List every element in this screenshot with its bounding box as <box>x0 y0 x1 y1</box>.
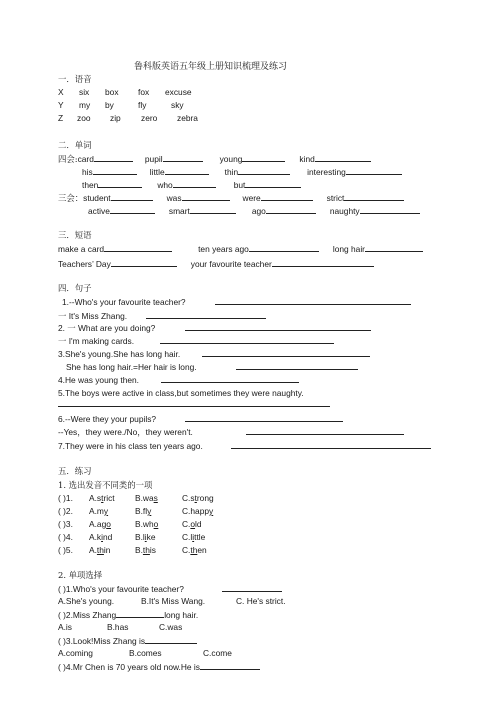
answer-blank[interactable] <box>58 398 330 407</box>
question-number[interactable]: ( )5. <box>58 545 73 555</box>
word: excuse <box>165 87 192 97</box>
answer-blank[interactable] <box>110 205 155 214</box>
underlined-letters: y <box>103 506 109 516</box>
option-c[interactable]: C.then <box>182 545 207 555</box>
answer-blank[interactable] <box>145 635 197 644</box>
option-a[interactable]: A.ago <box>89 519 111 529</box>
underlined-letters: th <box>142 545 150 555</box>
mcq-question <box>58 635 197 647</box>
sentence: 7.They were in his class ten years ago. <box>58 441 203 451</box>
word: kind <box>299 154 315 164</box>
word: my <box>79 100 91 110</box>
sentence: 1.--Who's your favourite teacher? <box>62 297 186 307</box>
underlined-letters: o <box>190 519 196 529</box>
vocab-line <box>58 153 371 165</box>
question-text: long hair. <box>164 610 199 620</box>
answer-blank[interactable] <box>242 153 285 162</box>
sentence: --Yes，they were./No，they weren't. <box>58 427 193 437</box>
answer-blank[interactable] <box>94 153 133 162</box>
phonics-row <box>58 113 198 124</box>
sentence: She has long hair.=Her hair is long. <box>66 362 197 372</box>
sentence: 5.The boys were active in class,but sometimes they were naughty. <box>58 388 304 398</box>
answer-blank[interactable] <box>266 205 316 214</box>
word: zoo <box>77 113 91 123</box>
sentence-line <box>58 426 404 438</box>
phonics-question <box>58 519 202 530</box>
answer-blank[interactable] <box>249 243 319 252</box>
answer-blank[interactable] <box>173 179 216 188</box>
option-c[interactable]: C.happy <box>182 506 214 516</box>
answer-blank[interactable] <box>111 192 153 201</box>
exercise-instruction: 2. 单项选择 <box>58 570 103 580</box>
word: interesting <box>307 167 346 177</box>
word: pupil <box>144 154 163 164</box>
mcq-options <box>58 596 286 607</box>
underlined-letters: s <box>153 493 158 503</box>
option[interactable]: B.has <box>107 622 129 632</box>
letter: Z <box>58 113 64 123</box>
question-text: ( )1.Who's your favourite teacher? <box>58 584 184 594</box>
answer-blank[interactable] <box>163 153 203 162</box>
answer-blank[interactable] <box>360 205 420 214</box>
answer-blank[interactable] <box>215 296 411 305</box>
option-b[interactable]: B.was <box>135 493 158 503</box>
word: young <box>219 154 243 164</box>
sentence-line <box>58 310 266 322</box>
option-c[interactable]: C.little <box>182 532 206 542</box>
option-c[interactable]: C.old <box>182 519 202 529</box>
letter: Y <box>58 100 64 110</box>
sentence-line <box>58 335 334 347</box>
answer-blank[interactable] <box>245 179 301 188</box>
underlined-letters: y <box>209 506 214 516</box>
mcq-options <box>58 648 232 659</box>
option[interactable]: A.coming <box>58 648 93 658</box>
word: card <box>77 154 94 164</box>
phrase: your favourite teacher <box>190 259 272 269</box>
answer-blank[interactable] <box>160 335 334 344</box>
answer-blank[interactable] <box>346 166 402 175</box>
sentence-line <box>58 440 431 452</box>
word: but <box>233 180 246 190</box>
sentence-line <box>58 398 330 410</box>
word: zero <box>141 113 158 123</box>
option-c[interactable]: C.strong <box>182 493 214 503</box>
option-b[interactable]: B.who <box>135 519 159 529</box>
mcq-options <box>58 622 182 633</box>
underlined-letters: o <box>106 519 111 529</box>
underlined-letters: i <box>101 532 103 542</box>
sentence-line <box>58 413 343 425</box>
phrase-line <box>58 243 423 255</box>
word: fox <box>138 87 150 97</box>
phonics-row <box>58 87 192 98</box>
question-text: ( )3.Look!Miss Zhang is <box>58 636 146 646</box>
underlined-letters: th <box>190 545 198 555</box>
section-1-heading: 一．语音 <box>58 74 92 84</box>
sentence: 3.She's young.She has long hair. <box>58 349 181 359</box>
question-number[interactable]: ( )2. <box>58 506 73 516</box>
word: smart <box>168 206 190 216</box>
option[interactable]: B.comes <box>129 648 162 658</box>
answer-blank[interactable] <box>222 583 282 592</box>
word: then <box>82 180 99 190</box>
letter: X <box>58 87 64 97</box>
vocab-line <box>82 166 402 178</box>
word: six <box>79 87 90 97</box>
option-a[interactable]: A.thin <box>89 545 111 555</box>
answer-blank[interactable] <box>236 361 358 370</box>
answer-blank[interactable] <box>202 348 370 357</box>
answer-blank[interactable] <box>104 243 172 252</box>
answer-blank[interactable] <box>190 205 236 214</box>
option[interactable]: C.come <box>203 648 232 658</box>
sentence: 一 I'm making cards. <box>58 336 135 346</box>
answer-blank[interactable] <box>344 192 404 201</box>
mcq-question <box>58 609 198 621</box>
question-text: ( )2.Miss Zhang <box>58 610 117 620</box>
section-5-heading: 五．练习 <box>58 466 92 476</box>
underlined-letters: i <box>144 532 147 542</box>
word: naughty <box>329 206 360 216</box>
option-b[interactable]: B.fly <box>135 506 152 516</box>
vocab-line <box>58 192 404 204</box>
answer-blank[interactable] <box>98 179 142 188</box>
question-number[interactable]: ( )4. <box>58 532 73 542</box>
word: little <box>149 167 165 177</box>
option[interactable]: B.It's Miss Wang. <box>141 596 206 606</box>
answer-blank[interactable] <box>231 440 431 449</box>
answer-blank[interactable] <box>272 258 374 267</box>
sentence: 2. 一 What are you doing? <box>58 323 156 333</box>
mcq-question <box>58 583 282 595</box>
answer-blank[interactable] <box>365 243 423 252</box>
answer-blank[interactable] <box>111 258 177 267</box>
sentence: 6.--Were they your pupils? <box>58 414 157 424</box>
option[interactable]: C. He's strict. <box>236 596 286 606</box>
answer-blank[interactable] <box>161 374 299 383</box>
answer-blank[interactable] <box>165 166 209 175</box>
phonics-question <box>58 545 207 556</box>
word: who <box>157 180 173 190</box>
question-text: ( )4.Mr Chen is 70 years old now.He is <box>58 662 200 672</box>
word: box <box>105 87 119 97</box>
vocab-level-label: 四会: <box>58 154 78 164</box>
vocab-level-label: 三会： <box>58 193 84 203</box>
sentence-line <box>58 348 370 360</box>
option-a[interactable]: A.my <box>89 506 109 516</box>
underlined-letters: t <box>101 493 104 503</box>
answer-blank[interactable] <box>185 322 371 331</box>
option-a[interactable]: A.kind <box>89 532 113 542</box>
word: ago <box>251 206 266 216</box>
underlined-letters: o <box>153 519 159 529</box>
option[interactable]: A.is <box>58 622 72 632</box>
sentence: 4.He was young then. <box>58 375 140 385</box>
word: were <box>242 193 261 203</box>
word: sky <box>171 100 184 110</box>
option-b[interactable]: B.like <box>135 532 156 542</box>
word: zebra <box>177 113 198 123</box>
question-number[interactable]: ( )1. <box>58 493 73 503</box>
vocab-line <box>82 179 301 191</box>
sentence-line <box>66 361 358 373</box>
answer-blank[interactable] <box>116 609 164 618</box>
answer-blank[interactable] <box>246 426 404 435</box>
word: his <box>82 167 93 177</box>
answer-blank[interactable] <box>182 192 230 201</box>
exercise-instruction: 1. 选出发音不同类的一项 <box>58 480 153 490</box>
phrase: ten years ago <box>198 244 249 254</box>
underlined-letters: th <box>96 545 104 555</box>
answer-blank[interactable] <box>200 661 260 670</box>
section-2-heading: 二．单词 <box>58 140 92 150</box>
document-title: 鲁科版英语五年级上册知识梳理及练习 <box>134 62 288 72</box>
phrase: make a card <box>58 244 105 254</box>
question-number[interactable]: ( )3. <box>58 519 73 529</box>
answer-blank[interactable] <box>238 166 290 175</box>
sentence-line <box>62 296 411 308</box>
answer-blank[interactable] <box>185 413 343 422</box>
vocab-line <box>88 205 420 217</box>
answer-blank[interactable] <box>93 166 137 175</box>
word: thin <box>224 167 239 177</box>
phonics-row <box>58 100 184 111</box>
sentence-line <box>58 322 371 334</box>
phonics-question <box>58 532 205 543</box>
sentence-line <box>58 374 299 386</box>
underlined-letters: i <box>192 532 195 542</box>
phonics-question <box>58 506 213 517</box>
phrase: Teachers’ Day <box>58 259 111 269</box>
mcq-question <box>58 661 260 673</box>
option[interactable]: C.was <box>159 622 183 632</box>
answer-blank[interactable] <box>146 310 266 319</box>
section-3-heading: 三．短语 <box>58 230 92 240</box>
sentence: 一 It's Miss Zhang. <box>58 311 128 321</box>
word: zip <box>110 113 121 123</box>
word: active <box>88 206 110 216</box>
answer-blank[interactable] <box>315 153 371 162</box>
option[interactable]: A.She's young. <box>58 596 115 606</box>
word: student <box>83 193 111 203</box>
option-a[interactable]: A.strict <box>89 493 115 503</box>
underlined-letters: t <box>194 493 197 503</box>
answer-blank[interactable] <box>261 192 313 201</box>
section-4-heading: 四．句子 <box>58 283 92 293</box>
phonics-question <box>58 493 214 504</box>
phrase: long hair <box>332 244 365 254</box>
word: strict <box>326 193 345 203</box>
word: was <box>166 193 182 203</box>
underlined-letters: y <box>147 506 152 516</box>
option-b[interactable]: B.this <box>135 545 156 555</box>
word: fly <box>138 100 147 110</box>
phrase-line <box>58 258 374 270</box>
word: by <box>105 100 114 110</box>
